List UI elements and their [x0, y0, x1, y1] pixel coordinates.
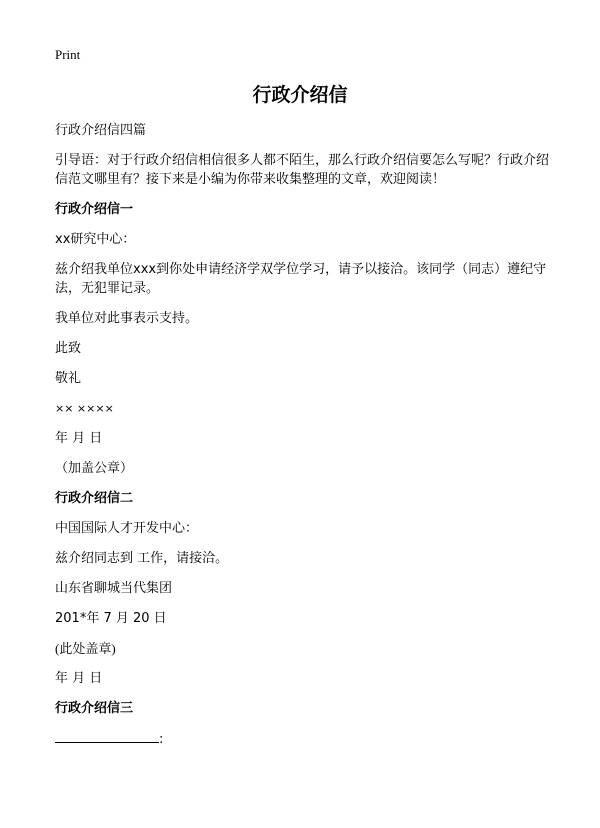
letter1-heading: 行政介绍信一: [55, 202, 134, 217]
letter1-closing-2: 敬礼: [55, 371, 82, 386]
letter1-seal: （加盖公章）: [55, 461, 134, 476]
letter1-closing-1: 此致: [55, 341, 82, 356]
letter2-heading: 行政介绍信二: [55, 491, 134, 506]
letter2-recipient: 中国国际人才开发中心：: [55, 521, 199, 536]
blank-underline: [55, 729, 159, 743]
letter2-body: 兹介绍同志到 工作，请接洽。: [55, 551, 229, 566]
letter2-organization: 山东省聊城当代集团: [55, 581, 173, 596]
letter3-recipient-line: [55, 729, 550, 749]
document-title: 行政介绍信: [252, 84, 348, 106]
letter3-heading: 行政介绍信三: [55, 701, 134, 716]
letter1-recipient: xx研究中心：: [55, 232, 136, 247]
document-body: [55, 121, 550, 749]
letter2-date: 201*年 7 月 20 日: [55, 611, 167, 626]
print-label: Print: [55, 47, 81, 62]
subtitle: 行政介绍信四篇: [55, 123, 147, 138]
letter2-date-blank: 年 月 日: [55, 671, 103, 686]
letter1-date: 年 月 日: [55, 431, 103, 446]
letter3-line-suffix: :: [159, 732, 164, 747]
letter1-signer: ×× ××××: [55, 402, 114, 415]
intro-paragraph: 引导语：对于行政介绍信相信很多人都不陌生，那么行政介绍信要怎么写呢？行政介绍信范文哪里有？接下来是小编为你带来收集整理的文章，欢迎阅读！: [55, 153, 550, 187]
letter1-support: 我单位对此事表示支持。: [55, 311, 199, 326]
letter2-seal: (此处盖章): [55, 641, 116, 656]
letter1-body: 兹介绍我单位xxx到你处申请经济学双学位学习，请予以接洽。该同学（同志）遵纪守法，无犯罪记录。: [55, 262, 547, 296]
